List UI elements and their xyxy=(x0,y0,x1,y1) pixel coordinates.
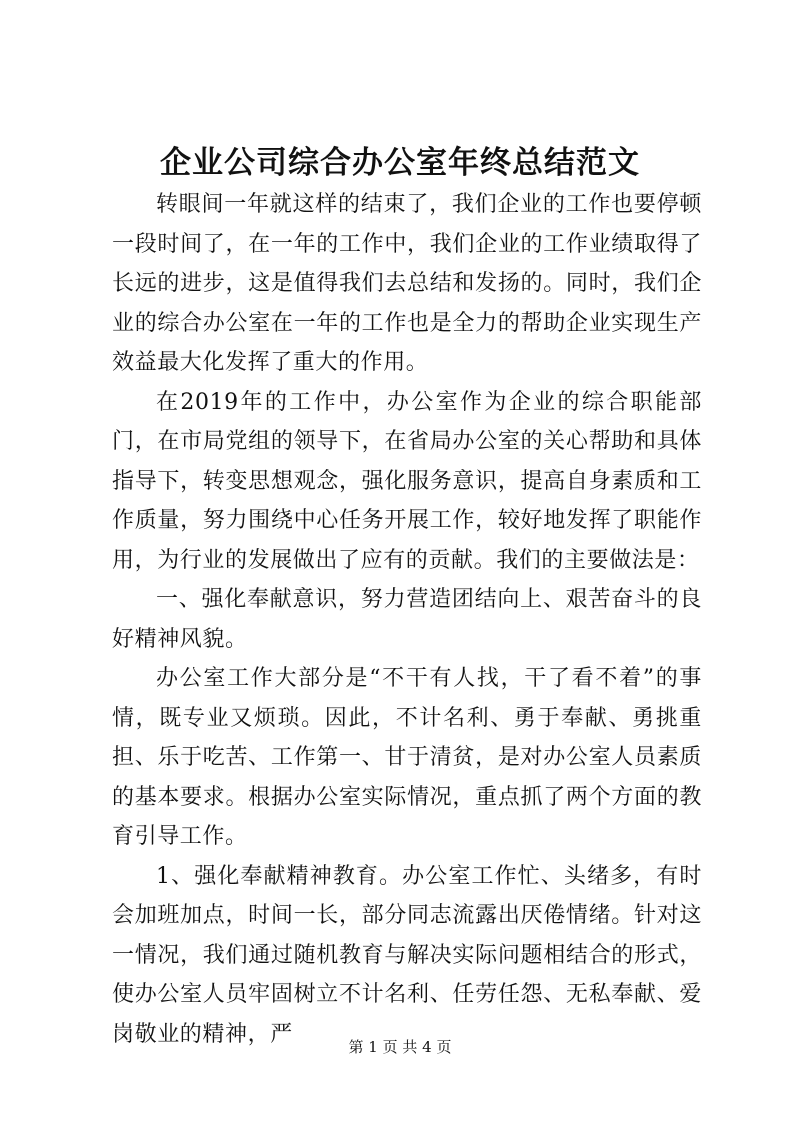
paragraph-work-2019: 在2019年的工作中，办公室作为企业的综合职能部门，在市局党组的领导下，在省局办公室的关心帮助和具体指导下，转变思想观念，强化服务意识，提高自身素质和工作质量，努力围绕中心任务开展工作，较好地发挥了职能作用，为行业的发展做出了应有的贡献。我们的主要做法是： xyxy=(112,389,702,573)
document-title: 企业公司综合办公室年终总结范文 xyxy=(160,145,640,181)
document-body xyxy=(112,185,702,1054)
paragraph-office-work: 办公室工作大部分是“不干有人找，干了看不着”的事情，既专业又烦琐。因此，不计名利、勇于奉献、勇挑重担、乐于吃苦、工作第一、甘于清贫，是对办公室人员素质的基本要求。根据办公室实际情况，重点抓了两个方面的教育引导工作。 xyxy=(112,666,702,849)
page-footer: 第 1 页 共 4 页 xyxy=(348,1038,452,1056)
paragraph-intro: 转眼间一年就这样的结束了，我们企业的工作也要停顿一段时间了，在一年的工作中，我们企业的工作业绩取得了长远的进步，这是值得我们去总结和发扬的。同时，我们企业的综合办公室在一年的工作也是全力的帮助企业实现生产效益最大化发挥了重大的作用。 xyxy=(112,192,702,375)
paragraph-dedication-education: 1、强化奉献精神教育。办公室工作忙、头绪多，有时会加班加点，时间一长，部分同志流露出厌倦情绪。针对这一情况，我们通过随机教育与解决实际问题相结合的形式，使办公室人员牢固树立不计名利、任劳任怨、无私奉献、爱岗敬业的精神，严 xyxy=(112,863,702,1047)
section-heading-1: 一、强化奉献意识，努力营造团结向上、艰苦奋斗的良好精神风貌。 xyxy=(112,587,702,652)
